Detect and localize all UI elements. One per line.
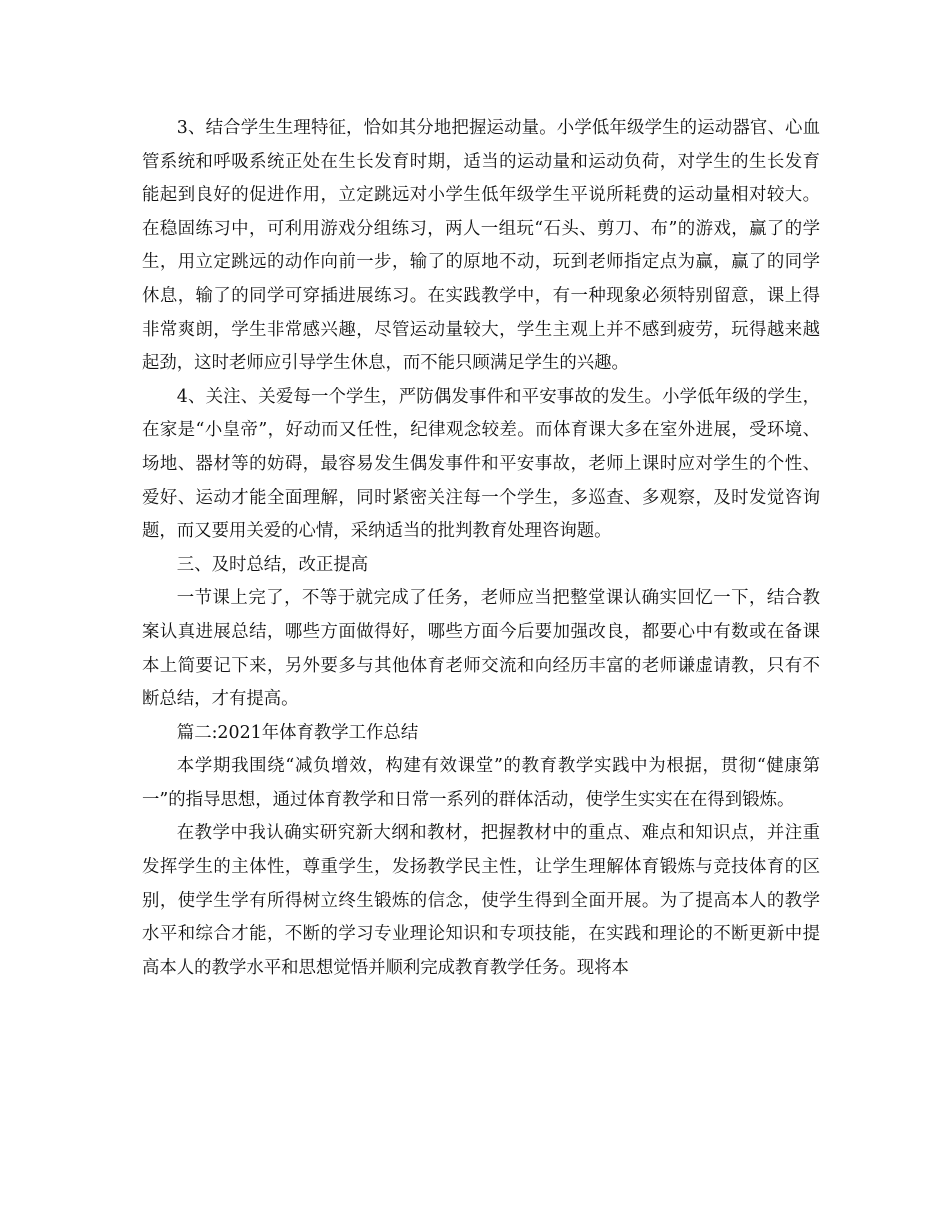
paragraph-teaching: 在教学中我认确实研究新大纲和教材，把握教材中的重点、难点和知识点，并注重发挥学生的主体性，尊重学生，发扬教学民主性，让学生理解体育锻炼与竞技体育的区别，使学生学有所得树立终生锻炼的信念，使学生得到全面开展。为了提高本人的教学水平和综合才能，不断的学习专业理论知识和专项技能，在实践和理论的不断更新中提高本人的教学水平和思想觉悟并顺利完成教育教学任务。现将本 bbox=[142, 823, 820, 978]
paragraph-intro: 本学期我围绕“减负增效，构建有效课堂”的教育教学实践中为根据，贯彻“健康第一”的指导思想，通过体育教学和日常一系列的群体活动，使学生实实在在得到锻炼。 bbox=[142, 756, 820, 810]
section-heading-three: 三、及时总结，改正提高 bbox=[176, 554, 369, 575]
paragraph-item-4: 4、关注、关爱每一个学生，严防偶发事件和平安事故的发生。小学低年级的学生，在家是“小皇帝”，好动而又任性，纪律观念较差。而体育课大多在室外进展，受环境、场地、器材等的妨碍，最容易发生偶发事件和平安事故，老师上课时应对学生的个性、爱好、运动才能全面理解，同时紧密关注每一个学生，多巡查、多观察，及时发觉咨询题，而又要用关爱的心情，采纳适当的批判教育处理咨询题。 bbox=[142, 386, 820, 542]
paragraph-item-3: 3、结合学生生理特征，恰如其分地把握运动量。小学低年级学生的运动器官、心血管系统和呼吸系统正处在生长发育时期，适当的运动量和运动负荷，对学生的生长发育能起到良好的促进作用，立定跳远对小学生低年级学生平说所耗费的运动量相对较大。在稳固练习中，可利用游戏分组练习，两人一组玩“石头、剪刀、布”的游戏，赢了的学生，用立定跳远的动作向前一步，输了的原地不动，玩到老师指定点为赢，赢了的同学休息，输了的同学可穿插进展练习。在实践教学中，有一种现象必须特别留意，课上得非常爽朗，学生非常感兴趣，尽管运动量较大，学生主观上并不感到疲劳，玩得越来越起劲，这时老师应引导学生休息，而不能只顾满足学生的兴趣。 bbox=[142, 118, 820, 374]
chapter-heading-part-two: 篇二:2021年体育教学工作总结 bbox=[176, 722, 419, 743]
paragraph-summary: 一节课上完了，不等于就完成了任务，老师应当把整堂课认确实回忆一下，结合教案认真进展总结，哪些方面做得好，哪些方面今后要加强改良，都要心中有数或在备课本上简要记下来，另外要多与其他体育老师交流和向经历丰富的老师谦虚请教，只有不断总结，才有提高。 bbox=[142, 588, 820, 710]
